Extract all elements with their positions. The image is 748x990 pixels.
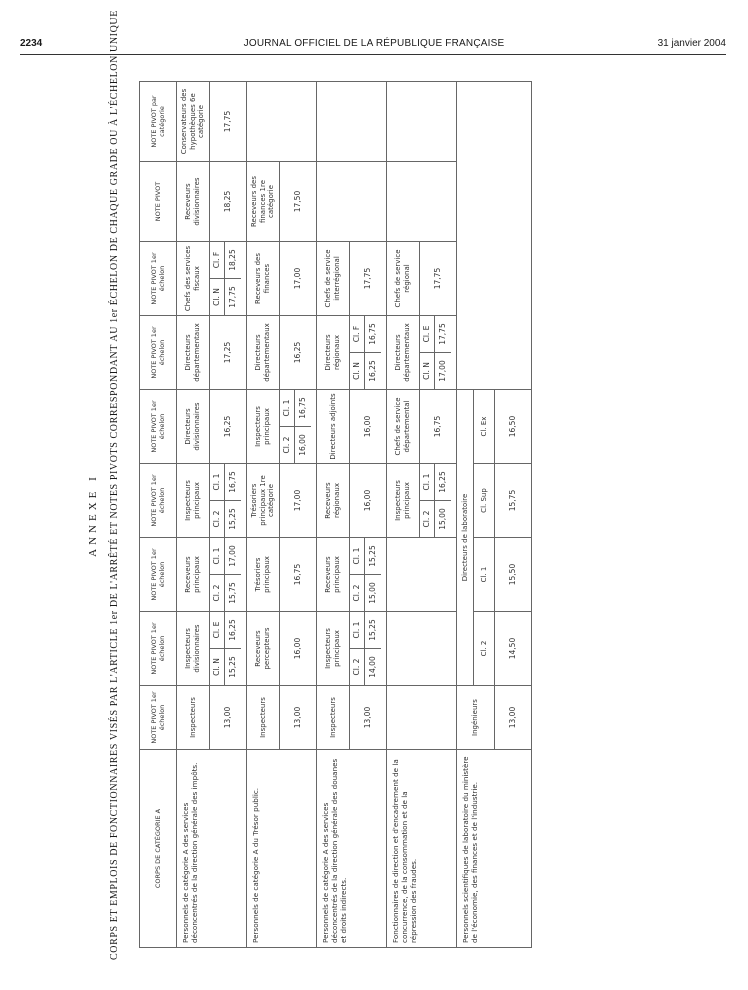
pivot-value: 17,00 (280, 242, 317, 316)
pivot-value: 16,75 (280, 538, 317, 612)
pivot-value: 15,75 (495, 464, 532, 538)
grade-label: Directeurs départementaux (247, 316, 280, 390)
grade-label: Inspecteurs (247, 686, 280, 750)
class-label: Cl. 1 (420, 464, 434, 501)
class-label: Cl. 2 (474, 612, 495, 686)
pivot-value: 17,75 (350, 242, 387, 316)
pivot-value: 13,00 (280, 686, 317, 750)
col-header-4: NOTE PIVOT 1er échelon (140, 464, 177, 538)
col-header-1: NOTE PIVOT 1er échelon (140, 686, 177, 750)
pivot-value: 16,75 (420, 390, 457, 464)
corps-label: Personnels scientifiques de laboratoire du ministère de l'économie, des finances et de l'industrie. (457, 750, 532, 948)
class-label: Cl. N (422, 362, 432, 380)
pivot-value: 18,25 (210, 162, 247, 242)
col-header-8: NOTE PIVOT (140, 162, 177, 242)
pivot-value: 17,75 (435, 316, 451, 353)
class-label: Cl. E (420, 316, 434, 353)
grade-label: Conservateurs des hypothèques 6e catégorie (177, 82, 210, 162)
class-label: Cl. 1 (210, 538, 224, 575)
pivot-value: 14,00 (368, 656, 378, 678)
pivot-value: 17,50 (280, 162, 317, 242)
grade-label: Inspecteurs (317, 686, 350, 750)
grade-label: Inspecteurs principaux (247, 390, 280, 464)
grade-label: Directeurs départementaux (177, 316, 210, 390)
pivot-value: 15,25 (228, 508, 238, 530)
page-number: 2234 (20, 38, 43, 49)
class-label: Cl. 2 (422, 510, 432, 528)
grade-label: Receveurs principaux (177, 538, 210, 612)
header-rule (20, 54, 726, 55)
pivot-value: 15,25 (228, 656, 238, 678)
pivot-value: 16,00 (280, 612, 317, 686)
pivot-value: 17,75 (210, 82, 247, 162)
class-label: Cl. 2 (212, 584, 222, 602)
pivot-split-cell (210, 242, 247, 316)
pivot-value: 16,25 (225, 612, 241, 649)
pivot-value: 17,75 (228, 286, 238, 308)
pivot-split-cell (350, 316, 387, 390)
class-label: Cl. F (210, 242, 224, 279)
pivot-value: 17,25 (210, 316, 247, 390)
empty-cell (457, 82, 532, 390)
annex-caption: CORPS ET EMPLOIS DE FONCTIONNAIRES VISÉS PAR L'ARTICLE 1er DE L'ARRÊTÉ ET NOTES PIVOTS CORRESPONDANT AU 1er ÉCHELON DE CHAQUE GRADE OU À L'ÉCHELON UNIQUE (109, 10, 120, 960)
annex-title: ANNEXE I (87, 473, 99, 557)
pivot-value: 15,25 (365, 612, 381, 649)
pivot-value: 16,50 (495, 390, 532, 464)
pivot-value: 16,25 (368, 360, 378, 382)
grade-label: Chefs des services fiscaux (177, 242, 210, 316)
pivot-split-cell (210, 538, 247, 612)
class-label: Cl. 2 (352, 584, 362, 602)
class-label: Cl. N (212, 288, 222, 306)
pivot-value: 17,00 (280, 464, 317, 538)
pivot-value: 13,00 (495, 686, 532, 750)
pivot-value: 16,00 (350, 390, 387, 464)
grade-label: Chefs de service départemental (387, 390, 420, 464)
empty-cell (317, 82, 387, 162)
pivot-split-cell (280, 390, 317, 464)
empty-cell (420, 686, 457, 750)
corps-label: Personnels de catégorie A des services déconcentrés de la direction générale des douanes et droits indirects. (317, 750, 387, 948)
grade-label: Inspecteurs principaux (177, 464, 210, 538)
grade-label: Inspecteurs principaux (317, 612, 350, 686)
table-row (177, 82, 210, 948)
grade-label: Trésoriers principaux 1re catégorie (247, 464, 280, 538)
table-row (457, 82, 474, 948)
col-header-7: NOTE PIVOT 1er échelon (140, 242, 177, 316)
col-header-6: NOTE PIVOT 1er échelon (140, 316, 177, 390)
corps-label: Fonctionnaires de direction et d'encadrement de la concurrence, de la consommation et de la répression des fraudes. (387, 750, 457, 948)
class-label: Cl. N (352, 362, 362, 380)
grade-label: Receveurs percepteurs (247, 612, 280, 686)
col-header-corps: CORPS DE CATÉGORIE A (140, 750, 177, 948)
grade-label: Trésoriers principaux (247, 538, 280, 612)
pivot-split-cell (350, 612, 387, 686)
class-label: Cl. 2 (352, 658, 362, 676)
empty-cell (387, 538, 420, 612)
empty-cell (387, 612, 420, 686)
pivot-value: 15,50 (495, 538, 532, 612)
group-label: Directeurs de laboratoire (457, 390, 474, 686)
grade-label: Receveurs des finances 1re catégorie (247, 162, 280, 242)
corps-label: Personnels de catégorie A des services déconcentrés de la direction générale des impôts. (177, 750, 247, 948)
empty-cell (247, 82, 317, 162)
class-label: Cl. 1 (350, 612, 364, 649)
publication-date: 31 janvier 2004 (657, 38, 726, 49)
pivot-split-cell (350, 538, 387, 612)
pivot-value: 15,00 (438, 508, 448, 530)
empty-cell (317, 162, 387, 242)
pivot-value: 16,00 (350, 464, 387, 538)
corps-label: Personnels de catégorie A du Trésor public. (247, 750, 317, 948)
grade-label: Chefs de service interrégional (317, 242, 350, 316)
class-label: Cl. F (350, 316, 364, 353)
pivot-value: 15,75 (228, 582, 238, 604)
pivot-split-cell (210, 464, 247, 538)
pivot-value: 17,00 (225, 538, 241, 575)
pivot-split-cell (420, 316, 457, 390)
pivot-value: 13,00 (350, 686, 387, 750)
grade-label: Directeurs divisionnaires (177, 390, 210, 464)
empty-cell (420, 538, 457, 612)
pivot-split-cell (210, 612, 247, 686)
empty-cell (420, 612, 457, 686)
grade-label: Receveurs principaux (317, 538, 350, 612)
table-row (247, 82, 280, 948)
class-label: Cl. Ex (474, 390, 495, 464)
class-label: Cl. 2 (282, 436, 292, 454)
grade-label: Directeurs départementaux (387, 316, 420, 390)
class-label: Cl. E (210, 612, 224, 649)
journal-title: JOURNAL OFFICIEL DE LA RÉPUBLIQUE FRANÇAISE (243, 38, 505, 49)
pivot-value: 14,50 (495, 612, 532, 686)
pivot-value: 13,00 (210, 686, 247, 750)
class-label: Cl. 1 (474, 538, 495, 612)
empty-cell (387, 82, 457, 162)
grade-label: Directeurs adjoints (317, 390, 350, 464)
pivot-value: 16,75 (295, 390, 311, 427)
empty-cell (387, 686, 420, 750)
col-header-3: NOTE PIVOT 1er échelon (140, 538, 177, 612)
pivot-value: 16,00 (298, 434, 308, 456)
grade-label: Ingénieurs (457, 686, 495, 750)
pivot-value: 15,25 (365, 538, 381, 575)
pivot-split-cell (420, 464, 457, 538)
grade-label: Inspecteurs divisionnaires (177, 612, 210, 686)
grade-label: Receveurs des finances (247, 242, 280, 316)
pivot-table (139, 81, 532, 948)
pivot-value: 17,75 (420, 242, 457, 316)
grade-label: Receveurs divisionnaires (177, 162, 210, 242)
grade-label: Receveurs régionaux (317, 464, 350, 538)
class-label: Cl. Sup (474, 464, 495, 538)
class-label: Cl. 1 (280, 390, 294, 427)
table-row (317, 82, 350, 948)
pivot-value: 17,00 (438, 360, 448, 382)
pivot-value: 15,00 (368, 582, 378, 604)
class-label: Cl. N (212, 658, 222, 676)
grade-label: Directeurs régionaux (317, 316, 350, 390)
pivot-value: 16,25 (210, 390, 247, 464)
grade-label: Chefs de service régional (387, 242, 420, 316)
table-row (387, 82, 420, 948)
header-row (140, 82, 177, 948)
pivot-value: 16,25 (435, 464, 451, 501)
empty-cell (387, 162, 457, 242)
grade-label: Inspecteurs (177, 686, 210, 750)
grade-label: Inspecteurs principaux (387, 464, 420, 538)
pivot-value: 16,25 (280, 316, 317, 390)
class-label: Cl. 2 (212, 510, 222, 528)
class-label: Cl. 1 (210, 464, 224, 501)
col-header-2: NOTE PIVOT 1er échelon (140, 612, 177, 686)
pivot-value: 16,75 (365, 316, 381, 353)
pivot-value: 18,25 (225, 242, 241, 279)
col-header-5: NOTE PIVOT 1er échelon (140, 390, 177, 464)
pivot-value: 16,75 (225, 464, 241, 501)
col-header-9: NOTE PIVOT par catégorie (140, 82, 177, 162)
class-label: Cl. 1 (350, 538, 364, 575)
